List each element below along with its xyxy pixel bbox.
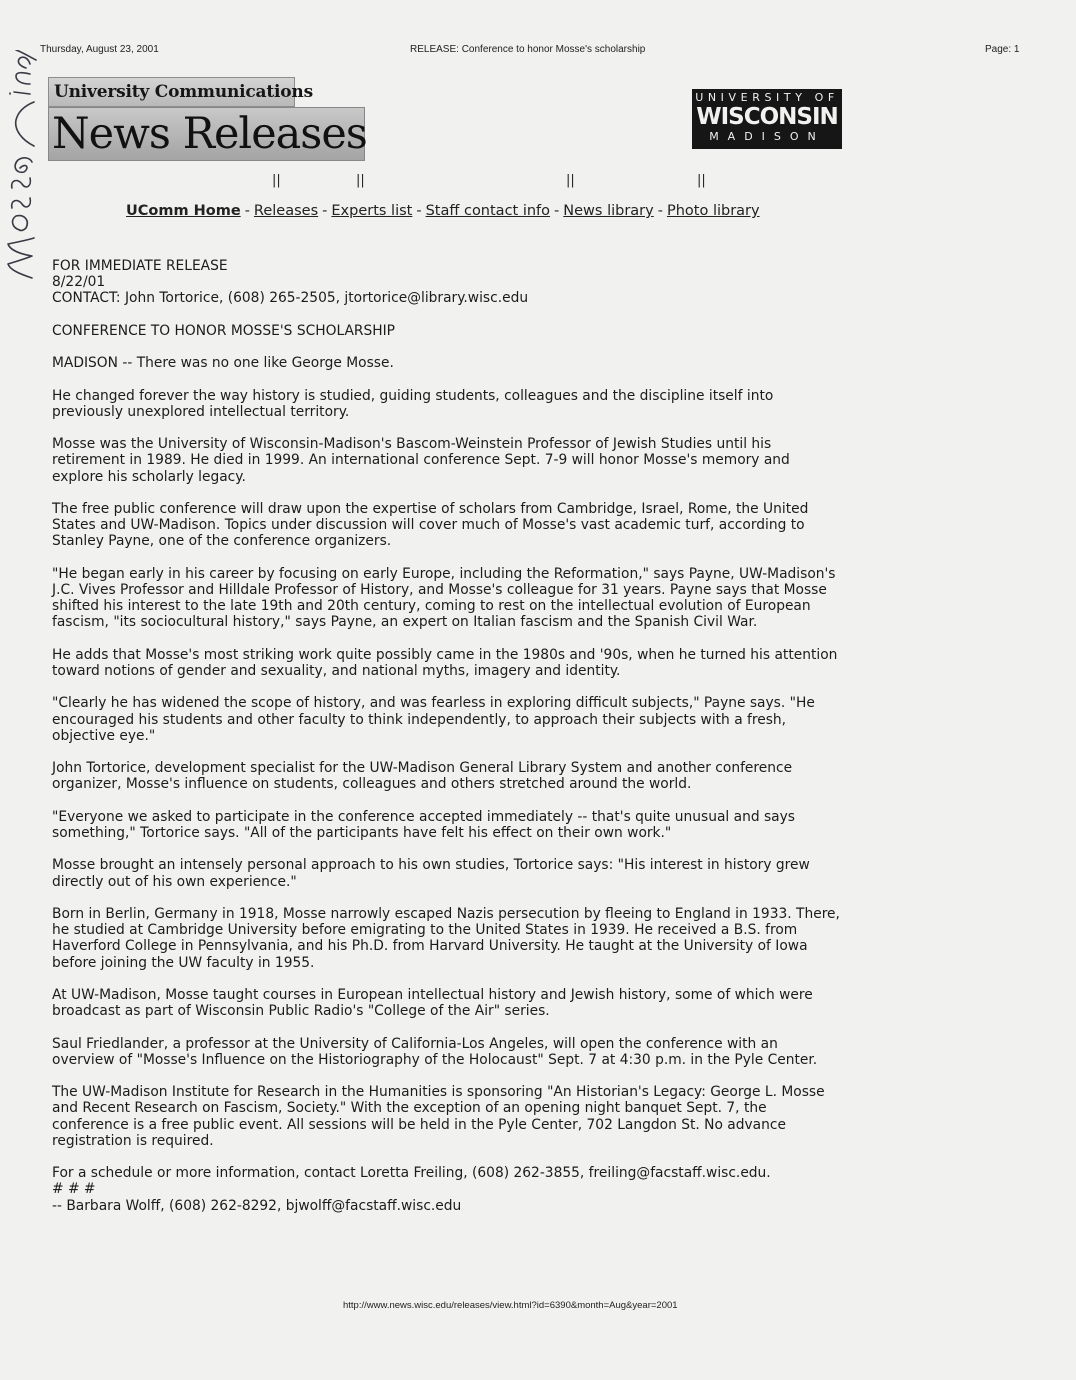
nav-separator: || [697,173,706,188]
nav-link-photo-library[interactable]: Photo library [666,203,760,219]
banner-title: News Releases [48,107,365,161]
logo-line-madison: MADISON [709,130,825,143]
release-paragraph: The free public conference will draw upon the expertise of scholars from Cambridge, Israel, Rome, the United States and UW-Madison. Topics under discussion will cover much of Mosse's vast academic turf, according to Stanley Payne, one of the conference organizers. [52,500,809,550]
release-contact: CONTACT: John Tortorice, (608) 265-2505, jtortorice@library.wisc.edu [52,290,529,307]
nav-link-experts-list[interactable]: Experts list [331,203,413,219]
release-paragraph: MADISON -- There was no one like George Mosse. [52,355,394,372]
release-paragraph: The UW-Madison Institute for Research in the Humanities is sponsoring "An Historian's Legacy: George L. Mosse and Recent Research on Fascism, Society." With the exception of an opening night banquet Sept. 7, the conference is a free public event. All sessions will be held in the Pyle Center, 702 Langdon St. No advance registration is required. [52,1084,825,1149]
nav-link-ucomm-home[interactable]: UComm Home [126,203,241,219]
nav-dash: - [416,203,422,219]
release-date: 8/22/01 [52,274,106,291]
release-headline: CONFERENCE TO HONOR MOSSE'S SCHOLARSHIP [52,322,395,339]
release-paragraph: Born in Berlin, Germany in 1918, Mosse narrowly escaped Nazis persecution by fleeing to England in 1933. There, he studied at Cambridge University before emigrating to the United States in 1939. He received a B.S. from Haverford College in Pennsylvania, and his Ph.D. from Harvard University. He taught at the University of Iowa before joining the UW faculty in 1955. [52,905,840,971]
release-paragraph: Mosse was the University of Wisconsin-Madison's Bascom-Weinstein Professor of Jewish Studies until his retirement in 1989. He died in 1999. An international conference Sept. 7-9 will honor Mosse's memory and explore his scholarly legacy. [52,436,790,485]
handwritten-note [2,50,46,280]
release-paragraph: Saul Friedlander, a professor at the University of California-Los Angeles, will open the conference with an overview of "Mosse's Influence on the Historiography of the Holocaust" Sept. 7 at 4:30 p.m. in the Pyle Center. [52,1035,818,1068]
release-paragraph: He changed forever the way history is studied, guiding students, colleagues and the discipline itself into previously unexplored intellectual territory. [52,387,774,420]
uw-madison-logo[interactable] [692,89,842,149]
nav-dash: - [554,203,560,219]
logo-line-university: UNIVERSITY OF [695,91,839,104]
release-status: FOR IMMEDIATE RELEASE [52,258,228,274]
print-date: Thursday, August 23, 2001 [40,44,159,55]
nav-separator: || [566,173,575,188]
news-releases-banner[interactable] [48,77,368,167]
nav-separator: || [356,173,365,188]
release-paragraph: Mosse brought an intensely personal approach to his own studies, Tortorice says: "His interest in history grew directly out of his own experience." [52,857,810,890]
print-footer-url: http://www.news.wisc.edu/releases/view.html?id=6390&month=Aug&year=2001 [343,1300,678,1311]
site-navigation [126,203,760,219]
print-header [0,44,1076,58]
nav-separator: || [272,173,281,188]
nav-dash: - [244,203,250,219]
nav-link-staff-contact-info[interactable]: Staff contact info [425,203,551,219]
release-paragraph: John Tortorice, development specialist for the UW-Madison General Library System and another conference organizer, Mosse's influence on students, colleagues and others stretched around the world. [52,760,793,793]
release-body [52,258,842,1214]
banner-subtitle: University Communications [48,77,295,107]
release-paragraph: "Everyone we asked to participate in the conference accepted immediately -- that's quite unusual and says something," Tortorice says. "All of the participants have felt his effect on their own work." [52,808,795,841]
nav-dash: - [657,203,663,219]
logo-line-wisconsin: WISCONSIN [696,104,838,130]
release-paragraph: For a schedule or more information, contact Loretta Freiling, (608) 262-3855, freiling@facstaff.wisc.edu. [52,1165,771,1182]
release-end-mark: # # # [52,1181,96,1198]
nav-dash: - [322,203,328,219]
release-paragraph: At UW-Madison, Mosse taught courses in European intellectual history and Jewish history, some of which were broadcast as part of Wisconsin Public Radio's "College of the Air" series. [52,986,813,1020]
release-paragraph: He adds that Mosse's most striking work quite possibly came in the 1980s and '90s, when he turned his attention toward notions of gender and sexuality, and national myths, imagery and identity. [52,646,838,679]
print-title: RELEASE: Conference to honor Mosse's scholarship [410,44,646,55]
nav-link-releases[interactable]: Releases [253,203,319,219]
release-byline: -- Barbara Wolff, (608) 262-8292, bjwolff@facstaff.wisc.edu [52,1197,462,1214]
release-paragraph: "He began early in his career by focusing on early Europe, including the Reformation," says Payne, UW-Madison's J.C. Vives Professor and Hilldale Professor of History, and Mosse's colleague for 31 years. Payne says that Mosse shifted his interest to the late 19th and 20th century, coming to rest on the intellectual evolution of European fascism, "its sociocultural history," says Payne, an expert on Italian fascism and the Spanish Civil War. [52,565,836,631]
print-page-number: Page: 1 [985,44,1020,55]
nav-link-news-library[interactable]: News library [563,203,654,219]
release-paragraph: "Clearly he has widened the scope of history, and was fearless in exploring difficult subjects," Payne says. "He encouraged his students and other faculty to think independently, to approach their subjects with a fresh, objective eye." [52,695,815,744]
